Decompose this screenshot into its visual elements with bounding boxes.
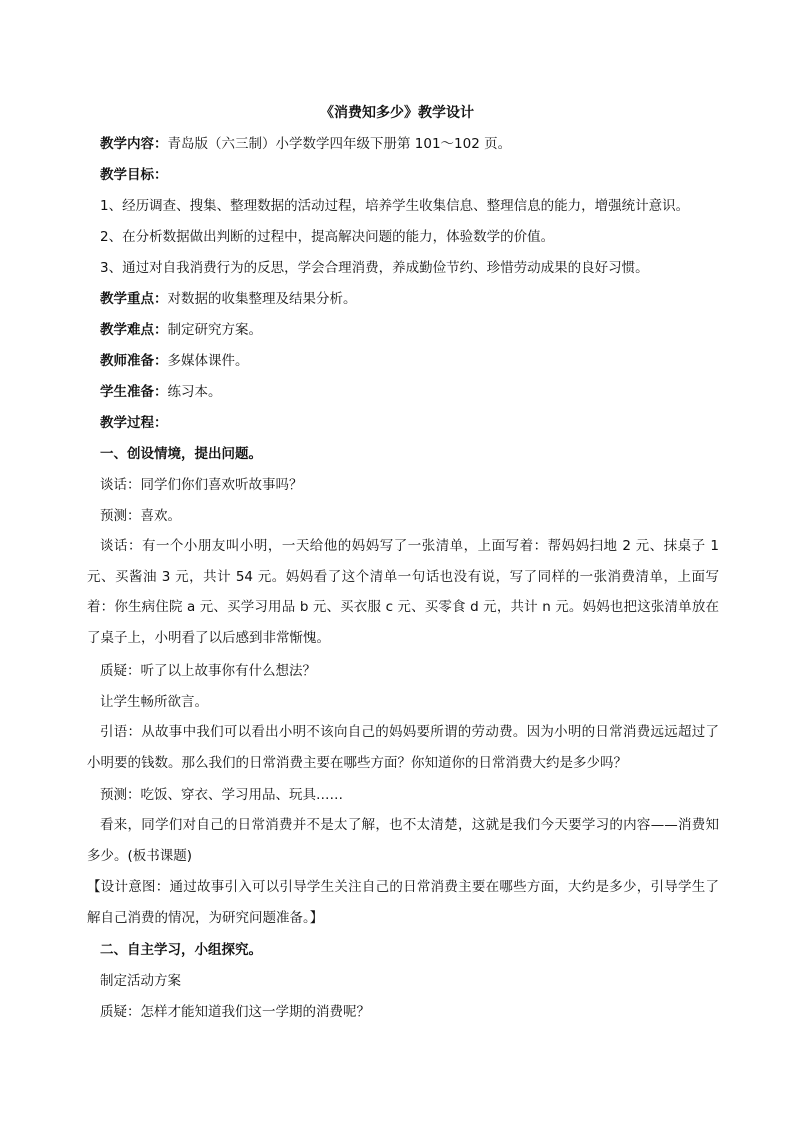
document-title: 《消费知多少》教学设计 xyxy=(320,105,474,121)
teaching-difficulty xyxy=(100,321,720,339)
teaching-process-label: 教学过程： xyxy=(100,415,168,431)
section-heading-1: 一、创设情境，提出问题。 xyxy=(100,446,262,462)
key-point-text: 对数据的收集整理及结果分析。 xyxy=(167,291,357,307)
goal-item-3: 3、通过对自我消费行为的反思，学会合理消费，养成勤俭节约、珍惜劳动成果的良好习惯。 xyxy=(100,260,649,276)
story-paragraph: 谈话：有一个小朋友叫小明，一天给他的妈妈写了一张清单，上面写着：帮妈妈扫地 2 元、抹桌子 1 元、买酱油 3 元，共计 54 元。妈妈看了这个清单一句话也没有说，写了同样的一张消费清单，上面写着：你生病住院 a 元、买学习用品 b 元、买衣服 c 元、买零食 d 元，共计 n 元。妈妈也把这张清单放在了桌子上，小明看了以后感到非常惭愧。 xyxy=(87,538,719,646)
teaching-content xyxy=(100,135,720,153)
teacher-prep-label: 教师准备： xyxy=(100,353,168,369)
teaching-goals-label: 教学目标： xyxy=(100,167,168,183)
design-intent-paragraph: 【设计意图：通过故事引入可以引导学生关注自己的日常消费主要在哪些方面，大约是多少，引导学生了解自己消费的情况，为研究问题准备。】 xyxy=(87,879,719,926)
goal-item-1: 1、经历调查、搜集、整理数据的活动过程，培养学生收集信息、整理信息的能力，增强统计意识。 xyxy=(100,198,690,214)
goal-item-2: 2、在分析数据做出判断的过程中，提高解决问题的能力，体验数学的价值。 xyxy=(100,229,555,245)
difficulty-text: 制定研究方案。 xyxy=(167,322,262,338)
teaching-content-text: 青岛版（六三制）小学数学四年级下册第 101～102 页。 xyxy=(167,136,512,152)
let-students-line: 让学生畅所欲言。 xyxy=(100,694,208,710)
topic-paragraph: 看来，同学们对自己的日常消费并不是太了解，也不太清楚，这就是我们今天要学习的内容——消费知多少。(板书课题) xyxy=(87,817,719,864)
plan-line: 制定活动方案 xyxy=(100,973,181,989)
question-line-1: 质疑：听了以上故事你有什么想法？ xyxy=(100,663,316,679)
teaching-content-label: 教学内容： xyxy=(100,136,168,152)
key-point-label: 教学重点： xyxy=(100,291,168,307)
student-prep-label: 学生准备： xyxy=(100,384,168,400)
question-line-2: 质疑：怎样才能知道我们这一学期的消费呢？ xyxy=(100,1004,370,1020)
student-preparation xyxy=(100,383,720,401)
predict-line-2: 预测：吃饭、穿衣、学习用品、玩具…… xyxy=(100,787,343,803)
difficulty-label: 教学难点： xyxy=(100,322,168,338)
student-prep-text: 练习本。 xyxy=(167,384,222,400)
section-heading-2: 二、自主学习，小组探究。 xyxy=(100,942,262,958)
teacher-preparation xyxy=(100,352,720,370)
teaching-key-point xyxy=(100,290,720,308)
predict-line-1: 预测：喜欢。 xyxy=(100,508,181,524)
teacher-prep-text: 多媒体课件。 xyxy=(167,353,249,369)
talk-line-1: 谈话：同学们你们喜欢听故事吗？ xyxy=(100,477,303,493)
guide-paragraph: 引语：从故事中我们可以看出小明不该向自己的妈妈要所谓的劳动费。因为小明的日常消费远远超过了小明要的钱数。那么我们的日常消费主要在哪些方面？你知道你的日常消费大约是多少吗？ xyxy=(87,724,719,771)
